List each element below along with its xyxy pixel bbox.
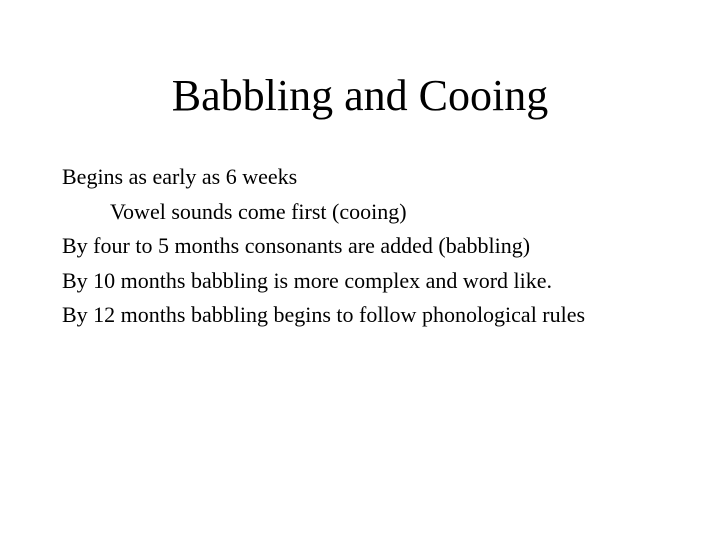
body-subline-vowels: Vowel sounds come first (cooing)	[110, 198, 407, 224]
body-line-10-months: By 10 months babbling is more complex and word like.	[62, 267, 553, 293]
body-line-onset: Begins as early as 6 weeks	[62, 164, 298, 189]
slide-body	[62, 160, 585, 333]
body-line-consonants: By four to 5 months consonants are added (babbling)	[62, 233, 531, 258]
body-line-12-months: By 12 months babbling begins to follow phonological rules	[62, 302, 586, 327]
slide-title: Babbling and Cooing	[171, 71, 549, 120]
